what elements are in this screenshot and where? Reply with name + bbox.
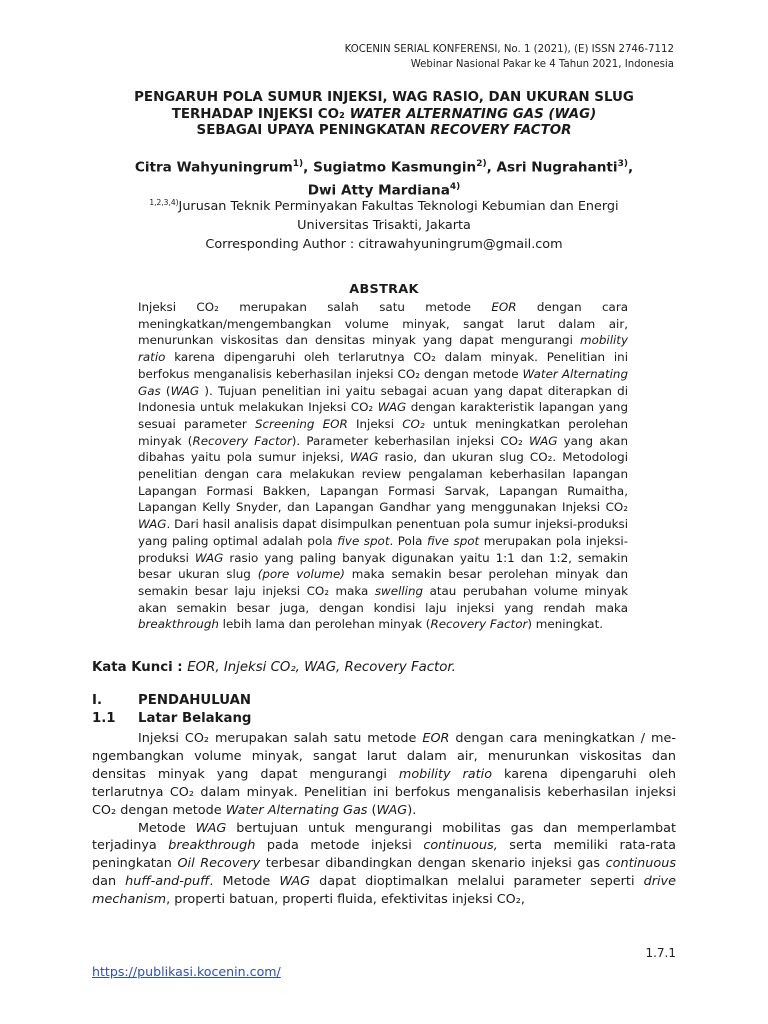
subsection-heading-latar-belakang (92, 711, 682, 726)
author-tail: , (627, 159, 634, 176)
page-number: 1.7.1 (645, 946, 676, 960)
author-4-sup: 4) (449, 181, 461, 192)
author-1-sup: 1) (292, 159, 304, 169)
abstract-text: Injeksi CO₂ merupakan salah satu metode EOR dengan cara meningkatkan/mengembangkan volume minyak, sangat larut dalam air, menurunkan viskositas dan densitas minyak yang dapat mengurangi mobility ratio karena dipengaruhi oleh terlarutnya CO₂ dalam minyak. Penelitian ini berfokus menganalisis keberhasilan injeksi CO₂ dengan metode Water Alternating Gas (WAG ). Tujuan penelitian ini yaitu sebagai acuan yang dapat diterapkan di Indonesia untuk melakukan Injeksi CO₂ WAG dengan karakteristik lapangan yang sesuai parameter Screening EOR Injeksi CO₂ untuk meningkatkan perolehan minyak (Recovery Factor). Parameter keberhasilan injeksi CO₂ WAG yang akan dibahas yaitu pola sumur injeksi, WAG rasio, dan ukuran slug CO₂. Metodologi penelitian dengan cara melakukan review pengalaman keberhasilan lapangan Lapangan Formasi Bakken, Lapangan Formasi Sarvak, Lapangan Rumaitha, Lapangan Kelly Snyder, dan Lapangan Gandhar yang menggunakan Injeksi CO₂ WAG. Dari hasil analisis dapat disimpulkan penentuan pola sumur injeksi-produksi yang paling optimal adalah pola five spot. Pola five spot merupakan pola injeksi-produksi WAG rasio yang paling banyak digunakan yaitu 1:1 dan 1:2, semakin besar ukuran slug (pore volume) maka semakin besar perolehan minyak dan semakin besar laju injeksi CO₂ maka swelling atau perubahan volume minyak akan semakin besar juga, dengan kondisi laju injeksi yang rendah maka breakthrough lebih lama dan perolehan minyak (Recovery Factor) meningkat. (138, 300, 629, 632)
section-title: PENDAHULUAN (138, 693, 252, 708)
author-3-sup: 3) (617, 159, 628, 169)
body-paragraph-1: Injeksi CO₂ merupakan salah satu metode EOR dengan cara meningkatkan / me-ngembangkan volume minyak, sangat larut dalam air, menurunkan viskositas dan densitas minyak yang dapat mengurangi mobility ratio karena dipengaruhi oleh terlarutnya CO₂ dalam minyak. Penelitian ini berfokus menganalisis keberhasilan injeksi CO₂ dengan metode Water Alternating Gas (WAG). (92, 731, 676, 818)
affiliation-line2: Universitas Trisakti, Jakarta (297, 218, 471, 233)
journal-header-line2: Webinar Nasional Pakar ke 4 Tahun 2021, Indonesia (410, 59, 674, 70)
title-line3-text: SEBAGAI UPAYA PENINGKATAN (196, 123, 431, 138)
paper-title (60, 90, 708, 140)
title-line2-text: TERHADAP INJEKSI CO₂ (171, 106, 350, 122)
affiliation (60, 193, 708, 254)
subsection-title: Latar Belakang (138, 711, 252, 726)
affiliation-sup: 1,2,3,4) (149, 198, 179, 207)
title-line3 (60, 123, 708, 140)
author-1: Citra Wahyuningrum (134, 159, 293, 176)
publisher-link[interactable]: https://publikasi.kocenin.com/ (92, 964, 281, 979)
keywords-label: Kata Kunci : (92, 660, 188, 675)
body-text (92, 730, 676, 909)
abstract-heading: ABSTRAK (349, 282, 419, 297)
authors-line1 (60, 155, 708, 178)
section-number: I. (92, 693, 102, 708)
title-line2 (60, 107, 708, 124)
title-line1: PENGARUH POLA SUMUR INJEKSI, WAG RASIO, DAN UKURAN SLUG (134, 90, 634, 105)
keywords-value: EOR, Injeksi CO₂, WAG, Recovery Factor. (187, 660, 456, 675)
affiliation-line1 (60, 193, 708, 216)
author-4: Dwi Atty Mardiana (307, 182, 450, 199)
title-line3-italic: RECOVERY FACTOR (430, 123, 572, 138)
author-sep: , (303, 159, 314, 176)
author-2-sup: 2) (476, 159, 487, 169)
body-paragraph-2: Metode WAG bertujuan untuk mengurangi mobilitas gas dan memperlambat terjadinya breakthrough pada metode injeksi continuous, serta memiliki rata-rata peningkatan Oil Recovery terbesar dibandingkan dengan skenario injeksi gas continuous dan huff-and-puff. Metode WAG dapat dioptimalkan melalui parameter seperti drive mechanism, properti batuan, properti fluida, efektivitas injeksi CO₂, (92, 820, 676, 908)
author-2: Sugiatmo Kasmungin (313, 159, 477, 176)
author-3: Asri Nugrahanti (496, 159, 618, 176)
journal-header-line1: KOCENIN SERIAL KONFERENSI, No. 1 (2021), (E) ISSN 2746-7112 (344, 44, 674, 55)
title-line2-italic: WATER ALTERNATING GAS (WAG) (349, 106, 597, 122)
author-sep: , (486, 159, 497, 176)
corresponding-author: Corresponding Author : citrawahyuningrum@gmail.com (205, 237, 563, 252)
subsection-number: 1.1 (92, 711, 116, 726)
affiliation-text: Jurusan Teknik Perminyakan Fakultas Teknologi Kebumian dan Energi (178, 199, 619, 214)
keywords (92, 658, 682, 677)
section-heading-pendahuluan (92, 693, 682, 708)
journal-header (345, 42, 674, 72)
